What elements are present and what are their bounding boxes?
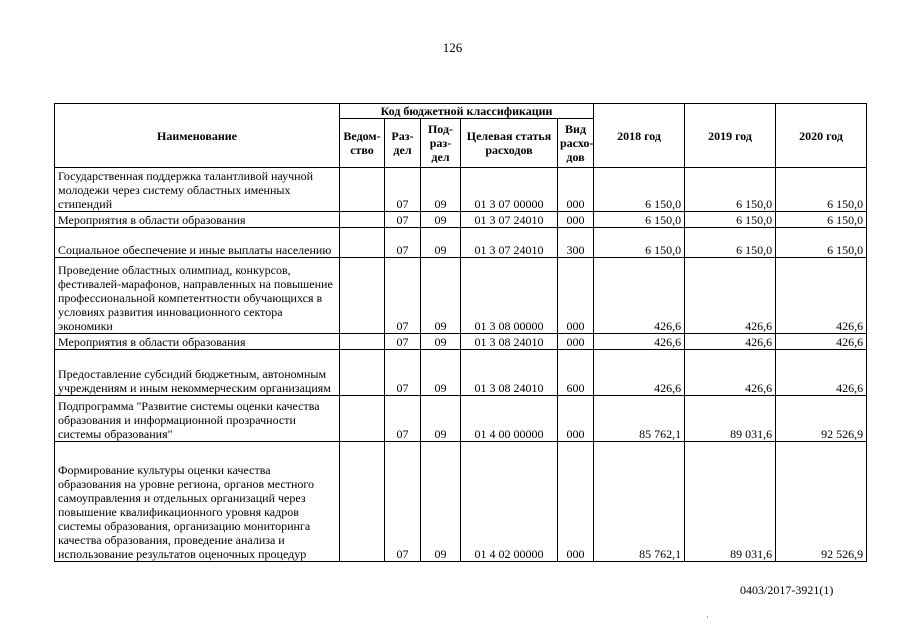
row-name: Мероприятия в области образования [55, 334, 340, 350]
row-name: Формирование культуры оценки качества образования на уровне региона, органов местного самоуправления и отдельных организаций через повышение квалификационного уровня кадров системы образования, организацию мониторинга качества образования, проведение анализа и использование результатов оценочных процедур [55, 442, 340, 562]
row-name: Проведение областных олимпиад, конкурсов, фестивалей-марафонов, направленных на повышение профессиональной компетентности обучающихся в условиях развития инновационного сектора экономики [55, 258, 340, 334]
row-razdel: 07 [385, 350, 421, 396]
row-podrazdel: 09 [421, 228, 461, 258]
row-razdel: 07 [385, 334, 421, 350]
table-row [55, 396, 867, 442]
row-name: Подпрограмма "Развитие системы оценки качества образования и информационной прозрачности системы образования" [55, 396, 340, 442]
row-celevaya: 01 3 07 24010 [461, 212, 558, 228]
row-2020: 6 150,0 [776, 228, 867, 258]
row-celevaya: 01 4 02 00000 [461, 442, 558, 562]
table-row [55, 212, 867, 228]
row-vedomstvo [340, 212, 385, 228]
row-razdel: 07 [385, 228, 421, 258]
table-row [55, 442, 867, 562]
row-celevaya: 01 3 08 00000 [461, 258, 558, 334]
row-name: Государственная поддержка талантливой научной молодежи через систему областных именных стипендий [55, 168, 340, 212]
row-name: Предоставление субсидий бюджетным, автономным учреждениям и иным некоммерческим организациям [55, 350, 340, 396]
row-razdel: 07 [385, 442, 421, 562]
row-vedomstvo [340, 350, 385, 396]
header-name: Наименование [55, 104, 340, 168]
row-podrazdel: 09 [421, 442, 461, 562]
row-razdel: 07 [385, 258, 421, 334]
header-podrazdel: Под-раз-дел [421, 119, 461, 168]
row-vid: 000 [558, 212, 594, 228]
table-row [55, 350, 867, 396]
row-name: Мероприятия в области образования [55, 212, 340, 228]
row-2020: 6 150,0 [776, 168, 867, 212]
row-vid: 000 [558, 396, 594, 442]
header-2020: 2020 год [776, 104, 867, 168]
table-header [55, 104, 867, 168]
row-vid: 000 [558, 442, 594, 562]
row-razdel: 07 [385, 212, 421, 228]
header-razdel: Раз-дел [385, 119, 421, 168]
row-2018: 6 150,0 [594, 168, 685, 212]
row-celevaya: 01 3 08 24010 [461, 350, 558, 396]
row-2018: 85 762,1 [594, 442, 685, 562]
row-vedomstvo [340, 168, 385, 212]
row-vedomstvo [340, 442, 385, 562]
row-vid: 000 [558, 334, 594, 350]
row-celevaya: 01 3 07 00000 [461, 168, 558, 212]
table-row [55, 258, 867, 334]
row-podrazdel: 09 [421, 258, 461, 334]
row-2019: 89 031,6 [685, 442, 776, 562]
table-row [55, 334, 867, 350]
row-podrazdel: 09 [421, 334, 461, 350]
row-2018: 6 150,0 [594, 212, 685, 228]
row-2018: 426,6 [594, 334, 685, 350]
row-2019: 6 150,0 [685, 212, 776, 228]
row-2020: 426,6 [776, 258, 867, 334]
row-2020: 92 526,9 [776, 396, 867, 442]
row-vid: 300 [558, 228, 594, 258]
row-podrazdel: 09 [421, 396, 461, 442]
row-2018: 426,6 [594, 350, 685, 396]
row-2019: 426,6 [685, 350, 776, 396]
row-name: Социальное обеспечение и иные выплаты населению [55, 228, 340, 258]
header-vid: Вид расхо-дов [558, 119, 594, 168]
row-celevaya: 01 3 08 24010 [461, 334, 558, 350]
row-celevaya: 01 3 07 24010 [461, 228, 558, 258]
table-row [55, 168, 867, 212]
row-vedomstvo [340, 228, 385, 258]
header-celevaya: Целевая статья расходов [461, 119, 558, 168]
table-row [55, 228, 867, 258]
table-body [55, 168, 867, 562]
row-2019: 89 031,6 [685, 396, 776, 442]
row-podrazdel: 09 [421, 350, 461, 396]
row-2018: 85 762,1 [594, 396, 685, 442]
page-number: 126 [442, 40, 463, 55]
row-2019: 6 150,0 [685, 168, 776, 212]
row-2020: 6 150,0 [776, 212, 867, 228]
row-2019: 6 150,0 [685, 228, 776, 258]
row-vid: 000 [558, 258, 594, 334]
document-code: 0403/2017-3921(1) [740, 583, 834, 597]
row-2020: 426,6 [776, 350, 867, 396]
row-vedomstvo [340, 258, 385, 334]
header-2018: 2018 год [594, 104, 685, 168]
header-vedomstvo: Ведом-ство [340, 119, 385, 168]
row-2019: 426,6 [685, 334, 776, 350]
row-2020: 92 526,9 [776, 442, 867, 562]
row-celevaya: 01 4 00 00000 [461, 396, 558, 442]
row-razdel: 07 [385, 396, 421, 442]
row-2018: 426,6 [594, 258, 685, 334]
row-vid: 000 [558, 168, 594, 212]
row-vid: 600 [558, 350, 594, 396]
row-vedomstvo [340, 334, 385, 350]
row-podrazdel: 09 [421, 212, 461, 228]
row-podrazdel: 09 [421, 168, 461, 212]
row-2018: 6 150,0 [594, 228, 685, 258]
row-vedomstvo [340, 396, 385, 442]
row-2019: 426,6 [685, 258, 776, 334]
budget-table [54, 103, 867, 562]
header-code-group: Код бюджетной классификации [340, 104, 594, 119]
row-2020: 426,6 [776, 334, 867, 350]
row-razdel: 07 [385, 168, 421, 212]
scan-mark: · [706, 612, 709, 622]
header-2019: 2019 год [685, 104, 776, 168]
